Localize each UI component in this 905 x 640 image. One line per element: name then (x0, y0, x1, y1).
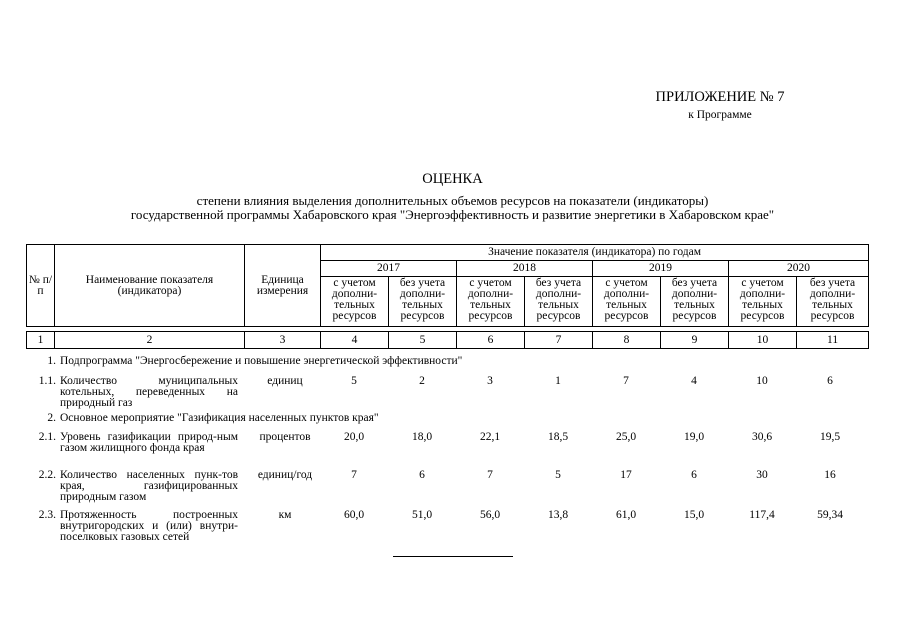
column-number: 11 (797, 332, 869, 349)
row-value: 15,0 (683, 509, 705, 521)
appendix-sub: к Программе (688, 109, 752, 121)
row-value: 3 (487, 375, 493, 387)
column-number: 7 (525, 332, 593, 349)
title-line-2: государственной программы Хабаровского края "Энергоэффективность и развитие энергетики в Хабаровском крае" (130, 207, 775, 222)
row-value: 10 (756, 375, 768, 387)
row-value: 18,5 (547, 431, 569, 443)
appendix-header (600, 88, 840, 123)
row-value: 6 (827, 375, 833, 387)
column-number: 5 (389, 332, 457, 349)
header-without-resources: без учета дополни-тельных ресурсов (525, 277, 593, 327)
row-value: 117,4 (749, 509, 775, 521)
header-with-resources: с учетом дополни-тельных ресурсов (729, 277, 797, 327)
row-value: 22,1 (479, 431, 501, 443)
header-with-resources: с учетом дополни-тельных ресурсов (457, 277, 525, 327)
row-code: 1.1. (38, 375, 56, 387)
row-value: 2 (419, 375, 425, 387)
indicator-table-header (26, 244, 869, 349)
row-name: Количество муниципальных котельных, переведенных на природный газ (60, 375, 238, 409)
row-value: 20,0 (343, 431, 365, 443)
header-year: 2018 (457, 261, 593, 277)
row-value: 51,0 (411, 509, 433, 521)
row-name: Протяженность построенных внутригородских и (или) внутри-поселковых газовых сетей (60, 509, 238, 543)
appendix-label: ПРИЛОЖЕНИЕ № 7 (655, 89, 785, 105)
header-unit: Единица измерения (245, 245, 321, 327)
row-value: 18,0 (411, 431, 433, 443)
column-number: 2 (55, 332, 245, 349)
row-value: 30 (756, 469, 768, 481)
title-main: ОЦЕНКА (422, 171, 483, 187)
row-value: 7 (351, 469, 357, 481)
row-value: 13,8 (547, 509, 569, 521)
header-year: 2017 (321, 261, 457, 277)
section-title: Подпрограмма "Энергосбережение и повышение энергетической эффективности" (60, 355, 463, 367)
table-row (26, 376, 868, 412)
row-value: 7 (623, 375, 629, 387)
row-value: 16 (824, 469, 836, 481)
row-value: 30,6 (751, 431, 773, 443)
row-value: 61,0 (615, 509, 637, 521)
header-with-resources: с учетом дополни-тельных ресурсов (593, 277, 661, 327)
header-no: № п/п (27, 245, 55, 327)
row-value: 17 (620, 469, 632, 481)
header-year: 2020 (729, 261, 869, 277)
row-value: 19,5 (819, 431, 841, 443)
row-unit: единиц/год (257, 469, 313, 481)
row-code: 2.1. (38, 431, 56, 443)
row-value: 19,0 (683, 431, 705, 443)
section-row (26, 356, 868, 370)
header-values: Значение показателя (индикатора) по годам (321, 245, 869, 261)
title-line-1: степени влияния выделения дополнительных объемов ресурсов на показатели (индикаторы) (196, 193, 709, 208)
row-value: 4 (691, 375, 697, 387)
row-code: 1. (47, 355, 56, 367)
column-number: 6 (457, 332, 525, 349)
row-name: Количество населенных пунк-тов края, газифицированных природным газом (60, 469, 238, 503)
row-value: 60,0 (343, 509, 365, 521)
header-with-resources: с учетом дополни-тельных ресурсов (321, 277, 389, 327)
column-number: 9 (661, 332, 729, 349)
row-name: Уровень газификации природ-ным газом жилищного фонда края (60, 431, 238, 454)
column-number: 8 (593, 332, 661, 349)
table-row (26, 432, 868, 468)
column-number: 3 (245, 332, 321, 349)
header-without-resources: без учета дополни-тельных ресурсов (389, 277, 457, 327)
row-code: 2. (47, 412, 56, 424)
header-name: Наименование показателя (индикатора) (55, 245, 245, 327)
row-value: 6 (419, 469, 425, 481)
row-value: 56,0 (479, 509, 501, 521)
column-number: 4 (321, 332, 389, 349)
header-without-resources: без учета дополни-тельных ресурсов (797, 277, 869, 327)
header-year: 2019 (593, 261, 729, 277)
column-numbers-row (27, 332, 869, 349)
row-code: 2.2. (38, 469, 56, 481)
row-value: 59,34 (817, 509, 843, 521)
row-value: 5 (555, 469, 561, 481)
section-title: Основное мероприятие "Газификация населенных пунктов края" (60, 412, 379, 424)
table-row (26, 470, 868, 506)
row-unit: км (278, 509, 292, 521)
document-title (40, 170, 865, 222)
table-row (26, 510, 868, 546)
row-value: 7 (487, 469, 493, 481)
column-number: 1 (27, 332, 55, 349)
row-value: 6 (691, 469, 697, 481)
row-value: 1 (555, 375, 561, 387)
column-number: 10 (729, 332, 797, 349)
row-value: 5 (351, 375, 357, 387)
row-value: 25,0 (615, 431, 637, 443)
row-code: 2.3. (38, 509, 56, 521)
row-unit: единиц (267, 375, 303, 387)
row-unit: процентов (259, 431, 311, 443)
header-without-resources: без учета дополни-тельных ресурсов (661, 277, 729, 327)
footer-divider (393, 556, 513, 557)
section-row (26, 413, 868, 427)
